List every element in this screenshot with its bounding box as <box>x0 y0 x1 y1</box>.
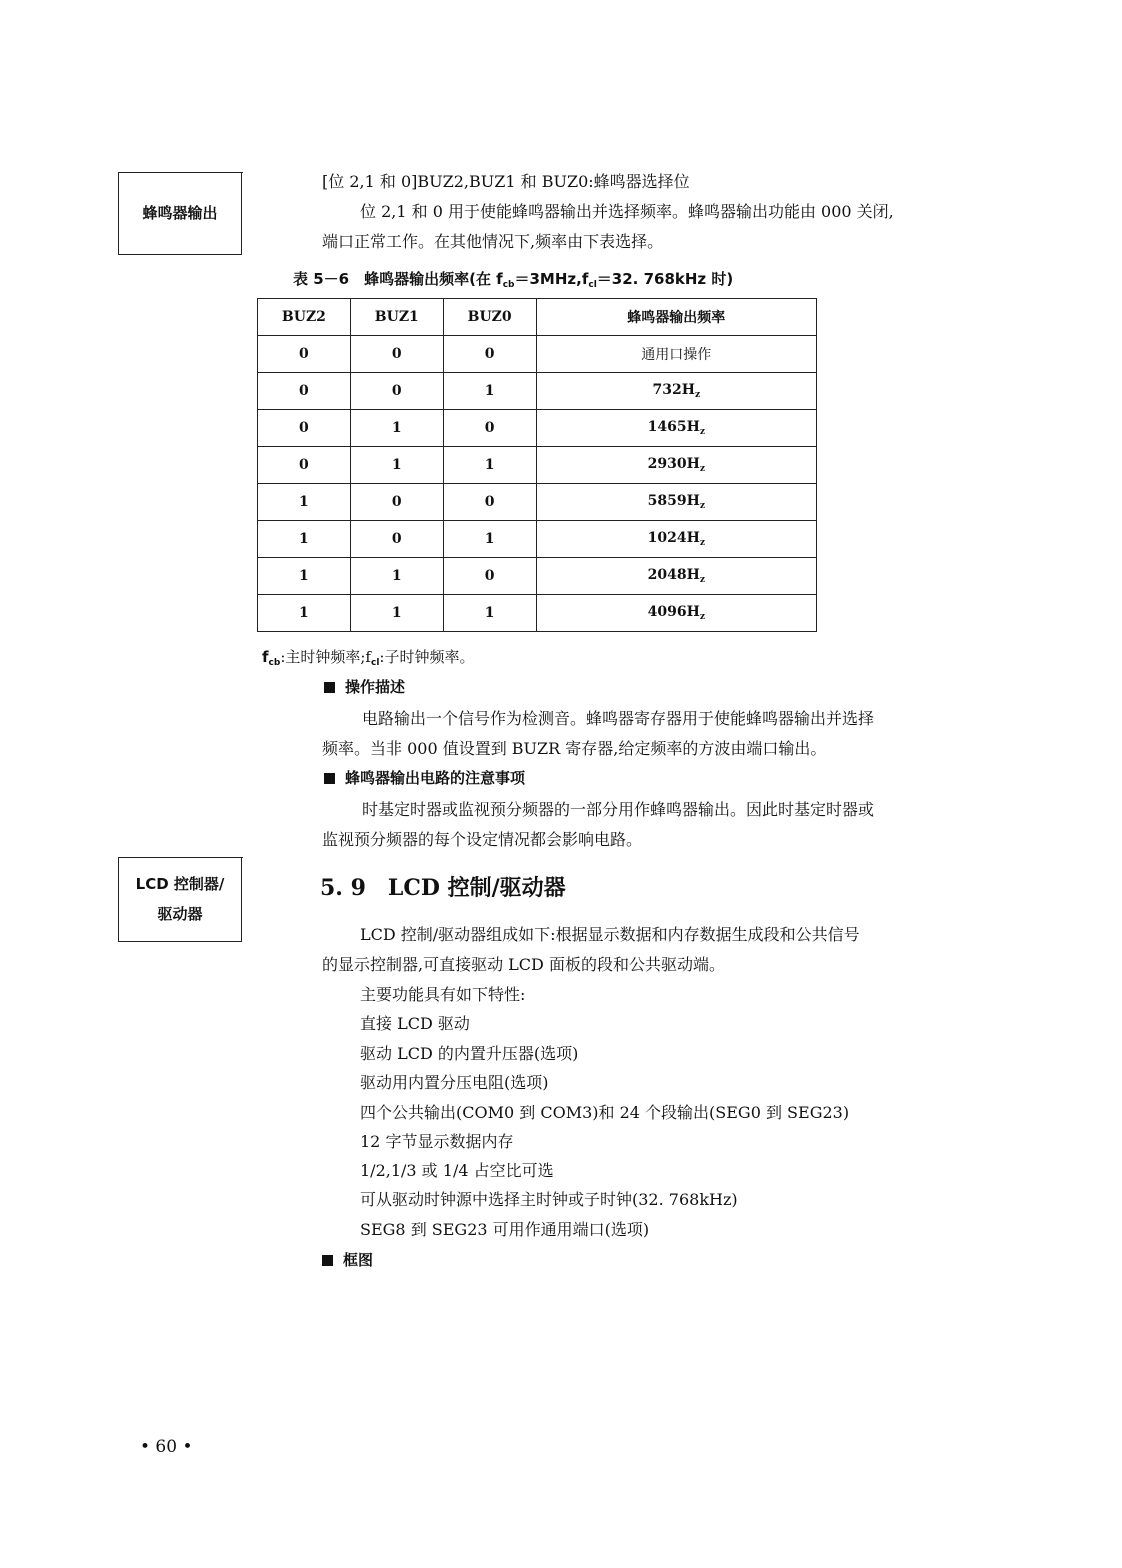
table-row <box>258 447 817 484</box>
operation-line1: 电路输出一个信号作为检测音。蜂鸣器寄存器用于使能蜂鸣器输出并选择 <box>362 709 875 728</box>
operation-heading: 操作描述 <box>324 676 405 697</box>
bullet-square-icon <box>324 682 335 693</box>
table-cell-bit: 1 <box>443 373 536 410</box>
table-cell-bit: 1 <box>443 595 536 632</box>
table-row <box>258 558 817 595</box>
table-cell-frequency: $732H_z$ <box>536 373 816 410</box>
table-row <box>258 373 817 410</box>
table-cell-bit: 0 <box>350 521 443 558</box>
table-row <box>258 521 817 558</box>
table-cell-bit: 0 <box>443 410 536 447</box>
page-number: • 60 • <box>140 1437 193 1457</box>
table-cell-frequency: 通用口操作 <box>536 336 816 373</box>
notes-heading: 蜂鸣器输出电路的注意事项 <box>324 767 525 788</box>
lcd-feature-item: 1/2,1/3 或 1/4 占空比可选 <box>360 1161 554 1180</box>
table-cell-bit: 1 <box>443 521 536 558</box>
buzzer-paragraph-line1: 位 2,1 和 0 用于使能蜂鸣器输出并选择频率。蜂鸣器输出功能由 000 关闭, <box>360 202 894 221</box>
buzzer-paragraph-line2: 端口正常工作。在其他情况下,频率由下表选择。 <box>322 232 664 251</box>
buzzer-frequency-table <box>257 298 817 632</box>
lcd-feature-item: 直接 LCD 驱动 <box>360 1014 470 1033</box>
table-note: $f_{cb}$:主时钟频率$;f_{cl}$:子时钟频率。 <box>262 648 475 668</box>
lcd-feature-item: 12 字节显示数据内存 <box>360 1132 514 1151</box>
section-heading-lcd: 5. 9 LCD 控制/驱动器 <box>320 875 566 901</box>
table-cell-frequency: $2048H_z$ <box>536 558 816 595</box>
table-cell-bit: 0 <box>258 373 351 410</box>
lcd-features-intro: 主要功能具有如下特性: <box>360 985 526 1004</box>
header-buz1: BUZ1 <box>350 299 443 336</box>
margin-label-lcd-line2: 驱动器 <box>157 905 203 923</box>
table-row <box>258 595 817 632</box>
table-cell-bit: 0 <box>350 336 443 373</box>
table-row <box>258 336 817 373</box>
bullet-square-icon <box>322 1255 333 1266</box>
table-cell-bit: 1 <box>350 558 443 595</box>
table-cell-bit: 1 <box>350 595 443 632</box>
lcd-feature-item: 驱动 LCD 的内置升压器(选项) <box>360 1044 579 1063</box>
table-cell-bit: 0 <box>443 484 536 521</box>
table-cell-bit: 0 <box>258 336 351 373</box>
lcd-feature-item: SEG8 到 SEG23 可用作通用端口(选项) <box>360 1220 650 1239</box>
table-cell-bit: 0 <box>443 336 536 373</box>
header-frequency: 蜂鸣器输出频率 <box>536 299 816 336</box>
table-cell-bit: 1 <box>443 447 536 484</box>
header-buz2: BUZ2 <box>258 299 351 336</box>
table-cell-bit: 1 <box>258 484 351 521</box>
lcd-feature-item: 驱动用内置分压电阻(选项) <box>360 1073 549 1092</box>
table-cell-frequency: $1024H_z$ <box>536 521 816 558</box>
header-buz0: BUZ0 <box>443 299 536 336</box>
table-cell-bit: 1 <box>350 410 443 447</box>
margin-label-lcd-line1: LCD 控制器/ <box>135 875 225 893</box>
notes-line1: 时基定时器或监视预分频器的一部分用作蜂鸣器输出。因此时基定时器或 <box>362 800 875 819</box>
lcd-intro-line2: 的显示控制器,可直接驱动 LCD 面板的段和公共驱动端。 <box>322 955 725 974</box>
table-cell-frequency: $1465H_z$ <box>536 410 816 447</box>
table-cell-bit: 0 <box>350 373 443 410</box>
table-header-row <box>258 299 817 336</box>
table-cell-bit: 0 <box>258 410 351 447</box>
table-cell-frequency: $2930H_z$ <box>536 447 816 484</box>
table-caption: 表 5－6 蜂鸣器输出频率(在 $f_{cb}=3MHz,f_{cl}=32$. 768kHz 时) <box>293 270 734 290</box>
margin-label-lcd <box>118 857 242 942</box>
bullet-square-icon <box>324 773 335 784</box>
lcd-feature-item: 四个公共输出(COM0 到 COM3)和 24 个段输出(SEG0 到 SEG23) <box>360 1103 850 1122</box>
lcd-feature-item: 可从驱动时钟源中选择主时钟或子时钟(32. 768kHz) <box>360 1190 738 1209</box>
block-diagram-heading: 框图 <box>322 1249 373 1270</box>
table-cell-bit: 0 <box>258 447 351 484</box>
operation-line2: 频率。当非 000 值设置到 BUZR 寄存器,给定频率的方波由端口输出。 <box>322 739 827 758</box>
bit-heading: [位 2,1 和 0]BUZ2,BUZ1 和 BUZ0:蜂鸣器选择位 <box>322 172 690 191</box>
table-cell-bit: 0 <box>350 484 443 521</box>
notes-line2: 监视预分频器的每个设定情况都会影响电路。 <box>322 830 643 849</box>
lcd-intro-line1: LCD 控制/驱动器组成如下:根据显示数据和内存数据生成段和公共信号 <box>360 925 860 944</box>
table-row <box>258 484 817 521</box>
table-cell-bit: 1 <box>258 595 351 632</box>
table-cell-bit: 1 <box>258 521 351 558</box>
margin-label-buzzer-text: 蜂鸣器输出 <box>142 204 218 222</box>
table-cell-frequency: $5859H_z$ <box>536 484 816 521</box>
table-cell-bit: 0 <box>443 558 536 595</box>
table-cell-frequency: $4096H_z$ <box>536 595 816 632</box>
table-cell-bit: 1 <box>258 558 351 595</box>
table-row <box>258 410 817 447</box>
margin-label-buzzer <box>118 172 242 255</box>
table-cell-bit: 1 <box>350 447 443 484</box>
